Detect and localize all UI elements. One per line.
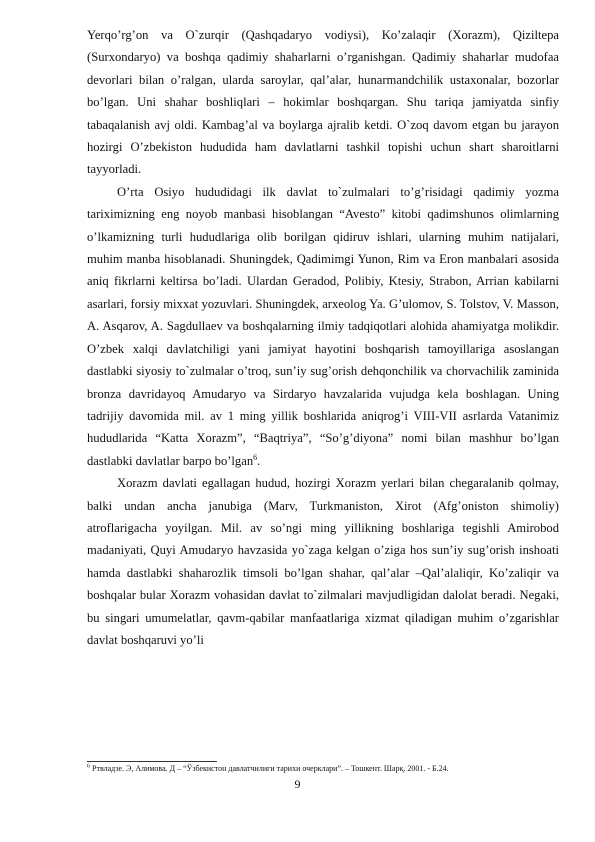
paragraph-2-text: O’rta Osiyo hududidagi ilk davlat to`zulmalari to’g’risidagi qadimiy yozma tariximizning eng noyob manbasi hisoblangan “Avesto” kitobi qadimshunos olimlarning o’lkamizning turli hududlariga olib borilgan qidiruv ishlari, ularning muhim natijalari, muhim manba hisoblanadi. Shuningdek, Qadimimgi Yunon, Rim va Eron manbalari asosida aniq fikrlarni keltirsa bo’ladi. Ulardan Geradod, Polibiy, Ktesiy, Strabon, Arrian kabilarni asarlari, forsiy mixxat yozuvlari. Shuningdek, arxeolog Ya. G’ulomov, S. Tolstov, V. Masson, A. Asqarov, A. Sagdullaev va boshqalarning ilmiy tadqiqotlari alohida ahamiyatga molikdir. O’zbek xalqi davlatchiligi yani jamiyat hayotini boshqarish tamoyillariga asoslangan dastlabki siyosiy to`zulmalar o’troq, sun’iy sug’orish dehqonchilik va chorvachilik zaminida bronza davridayoq Amudaryo va Sirdaryo havzalarida vujudga kela boshlagan. Uning tadrijiy davomida mil. av 1 ming yillik boshlarida aniqrog’i VIII-VII asrlarda Vatanimiz hududlarida “Katta Xorazm”, “Baqtriya”, “So’g’diyona” nomi bilan mashhur bo’lgan dastlabki davlatlar barpo bo’lgan bbox=[87, 184, 559, 468]
paragraph-1 bbox=[87, 24, 559, 181]
page-body bbox=[87, 24, 559, 651]
paragraph-1-text: Yerqo’rg’on va O`zurqir (Qashqadaryo vodiysi), Ko’zalaqir (Xorazm), Qiziltepa (Surxondaryo) va boshqa qadimiy shaharlarni o’rganishgan. Qadimiy shaharlar mudofaa devorlari bilan o’ralgan, ularda saroylar, qal’alar, hunarmandchilik ustaxonalar, bozorlar bo’lgan. Uni shahar boshliqlari – hokimlar boshqargan. Shu tariqa jamiyatda sinfiy tabaqalanish avj oldi. Kambag’al va boylarga ajralib ketdi. O`zoq davom etgan bu jarayon hozirgi O’zbekiston hududida ham davlatlarni tashkil topishi uchun shart sharoitlarni tayyorladi. bbox=[87, 28, 559, 177]
paragraph-3 bbox=[87, 472, 559, 651]
footnote-divider bbox=[87, 761, 217, 762]
page-number: 9 bbox=[294, 777, 301, 791]
paragraph-2: O’rta Osiyo hududidagi ilk davlat to`zulmalari to’g’risidagi qadimiy yozma tariximizning eng noyob manbasi hisoblangan “Avesto” kitobi qadimshunos olimlarning o’lkamizning turli hududlariga olib borilgan qidiruv ishlari, ularning muhim natijalari, muhim manba hisoblanadi. Shuningdek, Qadimimgi Yunon, Rim va Eron manbalari asosida aniq fikrlarni keltirsa bo’ladi. Ulardan Geradod, Polibiy, Ktesiy, Strabon, Arrian kabilarni asarlari, forsiy mixxat yozuvlari. Shuningdek, arxeolog Ya. G’ulomov, S. Tolstov, V. Masson, A. Asqarov, A. Sagdullaev va boshqalarning ilmiy tadqiqotlari alohida ahamiyatga molikdir. O’zbek xalqi davlatchiligi yani jamiyat hayotini boshqarish tamoyillariga asoslangan dastlabki siyosiy to`zulmalar o’troq, sun’iy sug’orish dehqonchilik va chorvachilik zaminida bronza davridayoq Amudaryo va Sirdaryo havzalarida vujudga kela boshlagan. Uning tadrijiy davomida mil. av 1 ming yillik boshlarida aniqrog’i VIII-VII asrlarda Vatanimiz hududlarida “Katta Xorazm”, “Baqtriya”, “So’g’diyona” nomi bilan mashhur bo’lgan dastlabki davlatlar barpo bo’lgan$^6$. bbox=[87, 184, 559, 468]
footnote bbox=[87, 764, 559, 774]
paragraph-3-text: Xorazm davlati egallagan hudud, hozirgi Xorazm yerlari bilan chegaralanib qolmay, balki undan ancha janubiga (Marv, Turkmaniston, Xirot (Afg’oniston shimoliy) atroflarigacha yoyilgan. Mil. av so’ngi ming yillikning boshlariga tegishli Amirobod madaniyati, Quyi Amudaryo havzasida yo`zaga kelgan o’ziga hos sun’iy sug’orish inshoati hamda dastlabki shaharozlik timsoli bo’lgan shahar, qal’alar –Qal’alaliqir, Ko’zaliqir va boshqalar bular Xorazm vohasidan davlat to`zilmalari mavjudligidan dalolat beradi. Negaki, bu singari umumelatlar, qavm-qabilar manfaatlariga xizmat qiladigan muhim o’zgarishlar davlat boshqaruvi yo’li bbox=[87, 476, 559, 647]
footnote-number: 6 bbox=[87, 763, 90, 770]
footnote-reference[interactable]: 6 bbox=[253, 452, 258, 462]
footnote-text: Ртвладзе. Э, Алимова. Д – “Ўзбекистон давлатчилиги тарихи очерклари”. – Тошкент. Шарқ. 2001. - Б.24. bbox=[92, 764, 449, 773]
